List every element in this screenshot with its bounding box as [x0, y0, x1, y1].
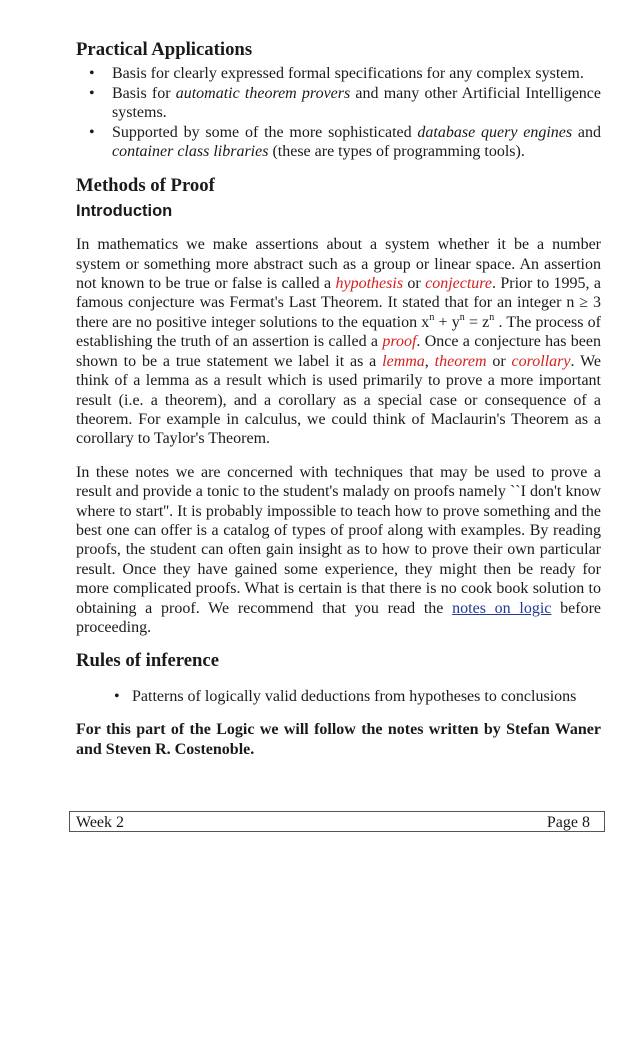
list-item-text: Supported by some of the more sophisticated: [112, 123, 418, 141]
emphasis-text: container class libraries: [112, 143, 269, 161]
list-item: [76, 687, 601, 706]
paragraph-text: . Once a conjecture has been shown to be a true statement we label it as a: [76, 333, 602, 370]
emphasis-text: automatic theorem provers: [175, 84, 351, 102]
footer-page-number: Page 8: [546, 814, 590, 831]
list-item: [76, 123, 601, 162]
paragraph-text: . We think of a lemma as a result which is used primarily to prove a more important result (i.e. a theorem), and a corollary as a special case or consequence of a theorem. For example in calculus, we could think of Maclaurin's Theorem as a corollary to Taylor's Theorem.: [76, 352, 601, 448]
list-item: [76, 64, 601, 83]
introduction-heading: Introduction: [76, 201, 173, 220]
term-proof: proof: [382, 333, 417, 351]
paragraph-text: ,: [424, 352, 435, 370]
paragraph-text: or: [403, 275, 426, 293]
term-hypothesis: hypothesis: [335, 275, 404, 293]
term-conjecture: conjecture: [425, 275, 493, 293]
superscript: n: [459, 311, 465, 323]
paragraph-text: = z: [464, 313, 490, 331]
document-page: [76, 40, 601, 759]
closing-note: For this part of the Logic we will follow the notes written by Stefan Waner and Steven R. Costenoble.: [76, 721, 601, 758]
list-item-text: Basis for: [112, 84, 176, 102]
footer-week: Week 2: [76, 814, 125, 831]
term-lemma: lemma: [382, 352, 425, 370]
paragraph-text: In these notes we are concerned with techniques that may be used to prove a result and provide a tonic to the student's malady on proofs namely ``I don't know where to start''. It is probably impossible to teach how to prove something and the best one can offer is a catalog of types of proof along with examples. By reading proofs, the student can often gain insight as to how to prove their own particular result. Once they have gained some experience, they might then be ready for more complicated proofs. What is certain is that there is no cook book solution to obtaining a proof. We recommend that you read the: [76, 463, 601, 617]
rules-list: [76, 687, 601, 706]
list-item: [76, 84, 601, 123]
practical-applications-list: [76, 64, 601, 161]
notes-on-logic-link[interactable]: notes on logic: [452, 599, 552, 617]
notes-paragraph: [76, 463, 601, 638]
intro-paragraph: [76, 235, 601, 448]
paragraph-text: + y: [434, 313, 460, 331]
paragraph-text: . Prior to 1995, a famous conjecture was Fermat's Last Theorem. It stated that for an integer n ≥ 3 there are no positive integer solutions to the equation x: [76, 275, 602, 331]
list-item-text: Basis for clearly expressed formal specifications for any complex system.: [112, 65, 584, 83]
list-item-text: and many other Artificial Intelligence systems.: [112, 84, 602, 122]
list-item-text: (these are types of programming tools).: [268, 143, 525, 161]
list-item-text: and: [572, 123, 601, 141]
rules-of-inference-heading: Rules of inference: [76, 650, 220, 672]
paragraph-text: before proceeding.: [76, 599, 602, 636]
page-footer: [69, 811, 605, 832]
term-corollary: corollary: [511, 352, 571, 370]
list-item-text: Patterns of logically valid deductions from hypotheses to conclusions: [132, 687, 577, 705]
paragraph-text: or: [486, 352, 512, 370]
term-theorem: theorem: [434, 352, 487, 370]
methods-of-proof-heading: Methods of Proof: [76, 175, 215, 197]
superscript: n: [429, 311, 435, 323]
superscript: n: [489, 311, 495, 323]
practical-applications-heading: Practical Applications: [76, 39, 253, 60]
emphasis-text: database query engines: [417, 123, 573, 141]
paragraph-text: In mathematics we make assertions about a system whether it be a number system or something more abstract such as a group or linear space. An assertion not known to be true or false is called a: [76, 236, 601, 293]
paragraph-text: . The process of establishing the truth of an assertion is called a: [76, 313, 602, 351]
